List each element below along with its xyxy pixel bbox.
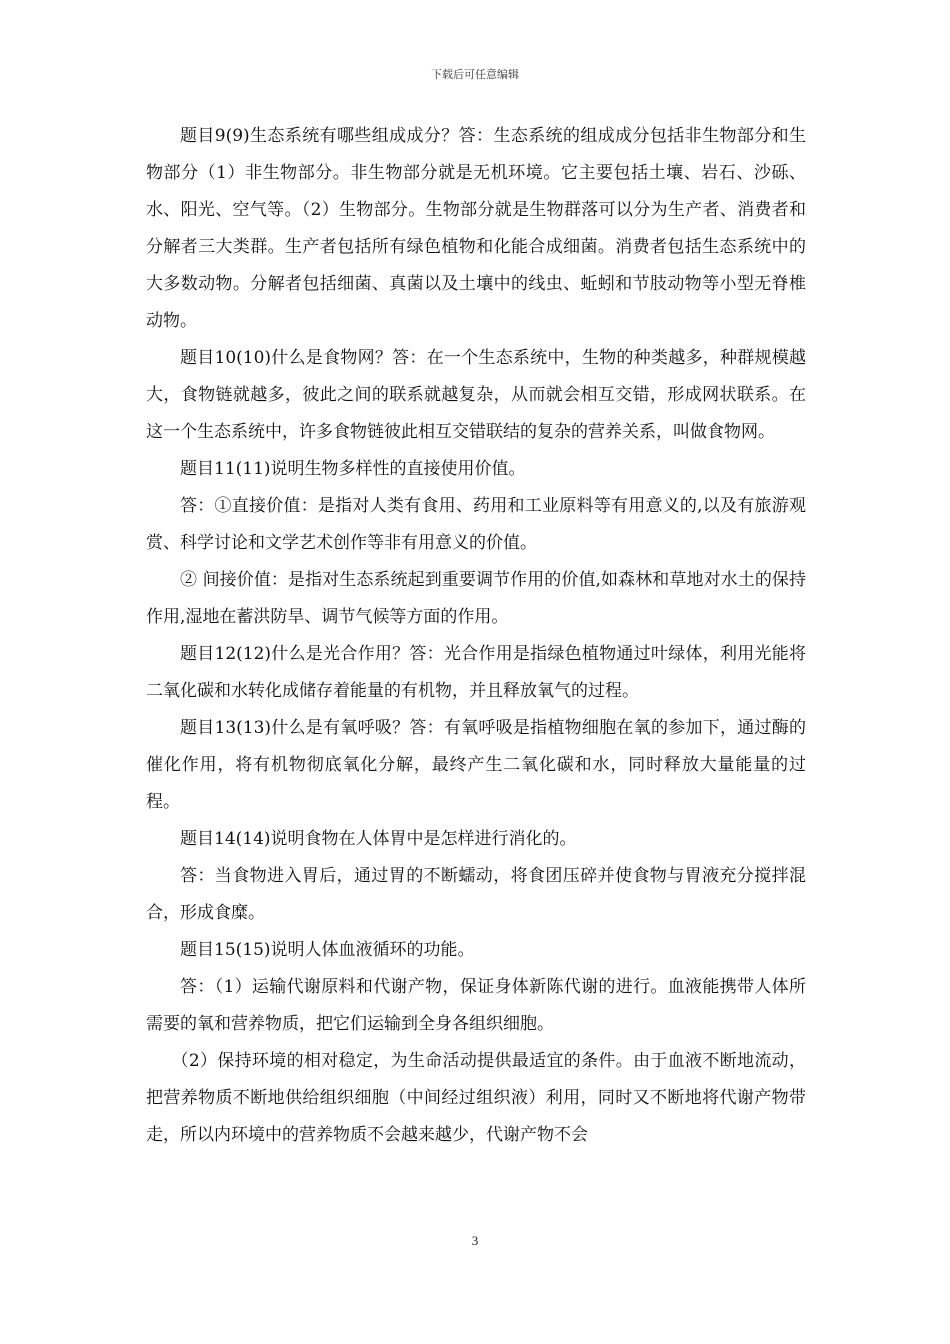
document-body — [146, 118, 806, 1154]
paragraph-q11-answer-direct: 答：①直接价值：是指对人类有食用、药用和工业原料等有用意义的,以及有旅游观赏、科学讨论和文学艺术创作等非有用意义的价值。 — [146, 496, 806, 553]
page-number: 3 — [471, 1233, 479, 1248]
paragraph-q11-answer-indirect: ② 间接价值：是指对生态系统起到重要调节作用的价值,如森林和草地对水土的保持作用,湿地在蓄洪防旱、调节气候等方面的作用。 — [146, 570, 806, 627]
paragraph-q10: 题目10(10)什么是食物网？答：在一个生态系统中，生物的种类越多，种群规模越大，食物链就越多，彼此之间的联系就越复杂，从而就会相互交错，形成网状联系。在这一个生态系统中，许多食物链彼此相互交错联结的复杂的营养关系，叫做食物网。 — [146, 348, 806, 442]
paragraph-q14: 题目14(14)说明食物在人体胃中是怎样进行消化的。 — [180, 829, 577, 849]
paragraph-q14-answer: 答：当食物进入胃后，通过胃的不断蠕动，将食团压碎并使食物与胃液充分搅拌混合，形成食糜。 — [146, 866, 806, 923]
paragraph-q12: 题目12(12)什么是光合作用？答：光合作用是指绿色植物通过叶绿体，利用光能将二氧化碳和水转化成储存着能量的有机物，并且释放氧气的过程。 — [146, 644, 806, 701]
page-header: 下载后可任意编辑 — [431, 68, 519, 81]
paragraph-q11: 题目11(11)说明生物多样性的直接使用价值。 — [180, 459, 526, 479]
paragraph-q15: 题目15(15)说明人体血液循环的功能。 — [180, 940, 475, 960]
paragraph-q15-answer-2: （2）保持环境的相对稳定，为生命活动提供最适宜的条件。由于血液不断地流动，把营养物质不断地供给组织细胞（中间经过组织液）利用，同时又不断地将代谢产物带走，所以内环境中的营养物质不会越来越少，代谢产物不会 — [146, 1051, 806, 1145]
paragraph-q15-answer-1: 答：（1）运输代谢原料和代谢产物，保证身体新陈代谢的进行。血液能携带人体所需要的氧和营养物质，把它们运输到全身各组织细胞。 — [146, 977, 806, 1034]
paragraph-q13: 题目13(13)什么是有氧呼吸？答：有氧呼吸是指植物细胞在氧的参加下，通过酶的催化作用，将有机物彻底氧化分解，最终产生二氧化碳和水，同时释放大量能量的过程。 — [146, 718, 806, 812]
paragraph-q9: 题目9(9)生态系统有哪些组成成分？答：生态系统的组成成分包括非生物部分和生物部分（1）非生物部分。非生物部分就是无机环境。它主要包括土壤、岩石、沙砾、水、阳光、空气等。（2）生物部分。生物部分就是生物群落可以分为生产者、消费者和分解者三大类群。生产者包括所有绿色植物和化能合成细菌。消费者包括生态系统中的大多数动物。分解者包括细菌、真菌以及土壤中的线虫、蚯蚓和节肢动物等小型无脊椎动物。 — [146, 126, 806, 331]
